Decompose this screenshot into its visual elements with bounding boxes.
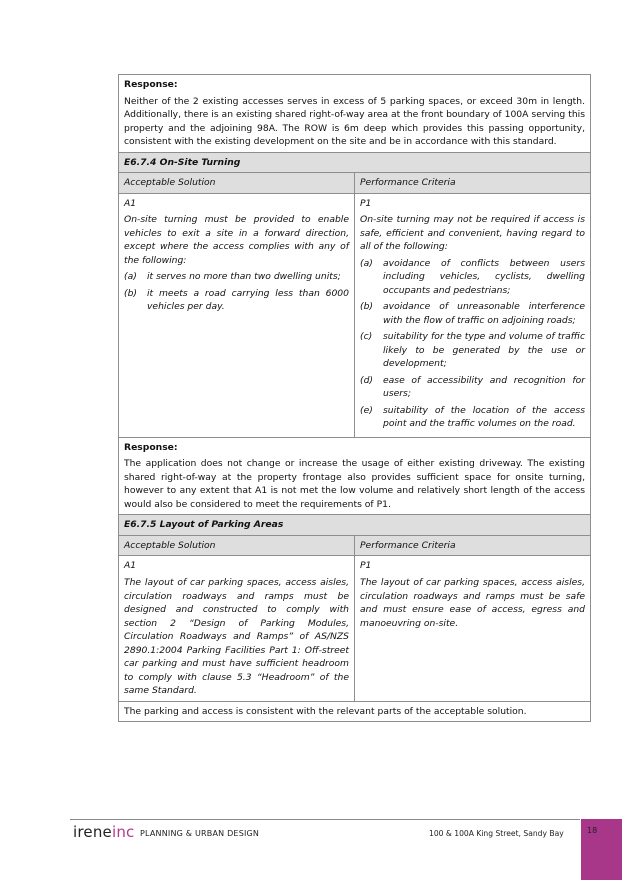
list-item-text: avoidance of unreasonable interference with the flow of traffic on adjoining roads; <box>383 301 585 326</box>
list-item-label: (b) <box>360 301 374 313</box>
logo-text-irene: irene <box>73 823 112 841</box>
column-header-performance: Performance Criteria <box>355 535 591 556</box>
section-heading: E6.7.4 On-Site Turning <box>119 152 591 173</box>
list-item <box>360 374 585 401</box>
column-header-performance: Performance Criteria <box>355 173 591 194</box>
column-header-row <box>119 173 591 194</box>
list-item-label: (a) <box>360 257 373 269</box>
logo-text-inc: inc <box>111 823 135 841</box>
page-number: 18 <box>587 826 598 835</box>
clause-code: A1 <box>124 197 137 209</box>
response-text: The application does not change or increase the usage of either existing driveway. The existing shared right-of-way at the property frontage also provides sufficient space for onsite turning, however to any extent that A1 is not met the low volume and relatively short length of the access would also be considered to meet the requirements of P1. <box>124 458 585 510</box>
clause-text: The layout of car parking spaces, access aisles, circulation roadways and ramps must be safe and must ensure ease of access, egress and manoeuvring on-site. <box>360 576 585 629</box>
performance-criteria-cell <box>355 556 591 701</box>
criteria-row <box>119 556 591 701</box>
list-item <box>124 270 349 284</box>
response-label: Response: <box>124 79 178 90</box>
list-item-label: (b) <box>124 287 138 299</box>
section-heading-row <box>119 515 591 536</box>
acceptable-solution-cell <box>119 556 355 701</box>
response-row-access <box>119 75 591 153</box>
list-item <box>360 257 585 298</box>
list-item-label: (e) <box>360 404 373 416</box>
list-item-text: suitability for the type and volume of traffic likely to be generated by the use or development; <box>383 331 585 370</box>
response-row-parking <box>119 701 591 722</box>
response-text: The parking and access is consistent with the relevant parts of the acceptable solution. <box>119 701 591 722</box>
list-item <box>360 330 585 371</box>
list-item <box>124 287 349 314</box>
acceptable-solution-cell <box>119 193 355 437</box>
column-header-acceptable: Acceptable Solution <box>119 535 355 556</box>
performance-criteria-cell <box>355 193 591 437</box>
clause-list <box>360 257 585 431</box>
list-item-text: it serves no more than two dwelling units; <box>147 271 341 283</box>
clause-code: P1 <box>360 560 372 572</box>
brand-logo <box>73 823 135 841</box>
clause-code: P1 <box>360 197 372 209</box>
list-item-label: (a) <box>124 271 137 283</box>
response-row-turning <box>119 437 591 515</box>
list-item <box>360 300 585 327</box>
list-item-text: suitability of the location of the access point and the traffic volumes on the road. <box>383 404 585 430</box>
response-label: Response: <box>124 441 178 453</box>
clause-text: On-site turning may not be required if access is safe, efficient and convenient, having regard to all of the following: <box>360 214 585 253</box>
clause-text: On-site turning must be provided to enable vehicles to exit a site in a forward direction, except where the access complies with any of the following: <box>124 214 349 266</box>
list-item-label: (c) <box>360 331 373 343</box>
criteria-row <box>119 193 591 437</box>
column-header-row <box>119 535 591 556</box>
list-item-text: avoidance of conflicts between users including vehicles, cyclists, dwelling occupants and pedestrians; <box>383 257 585 296</box>
section-heading: E6.7.5 Layout of Parking Areas <box>119 515 591 536</box>
clause-code: A1 <box>124 560 137 572</box>
column-header-acceptable: Acceptable Solution <box>119 173 355 194</box>
clause-list <box>124 270 349 314</box>
list-item-label: (d) <box>360 374 374 386</box>
footer-divider <box>70 819 580 820</box>
section-heading-row <box>119 152 591 173</box>
footer-address: 100 & 100A King Street, Sandy Bay <box>429 829 564 838</box>
list-item-text: it meets a road carrying less than 6000 vehicles per day. <box>147 287 349 313</box>
response-text: Neither of the 2 existing accesses serves in excess of 5 parking spaces, or exceed 30m in length. Additionally, there is an existing shared right-of-way area at the front boundary of 100A serving this property and the adjoining 98A. The ROW is 6m deep which provides this passing opportunity, consistent with the existing development on the site and be in accordance with this standard. <box>124 95 585 148</box>
brand-tagline: PLANNING & URBAN DESIGN <box>140 829 260 838</box>
list-item <box>360 404 585 431</box>
compliance-table <box>118 74 591 722</box>
clause-text: The layout of car parking spaces, access aisles, circulation roadways and ramps must be designed and constructed to comply with section 2 “Design of Parking Modules, Circulation Roadways and Ramps” of AS/NZS 2890.1:2004 Parking Facilities Part 1: Off-street car parking and must have sufficient headroom to comply with clause 5.3 “Headroom” of the same Standard. <box>124 576 349 697</box>
list-item-text: ease of accessibility and recognition for users; <box>383 374 585 400</box>
